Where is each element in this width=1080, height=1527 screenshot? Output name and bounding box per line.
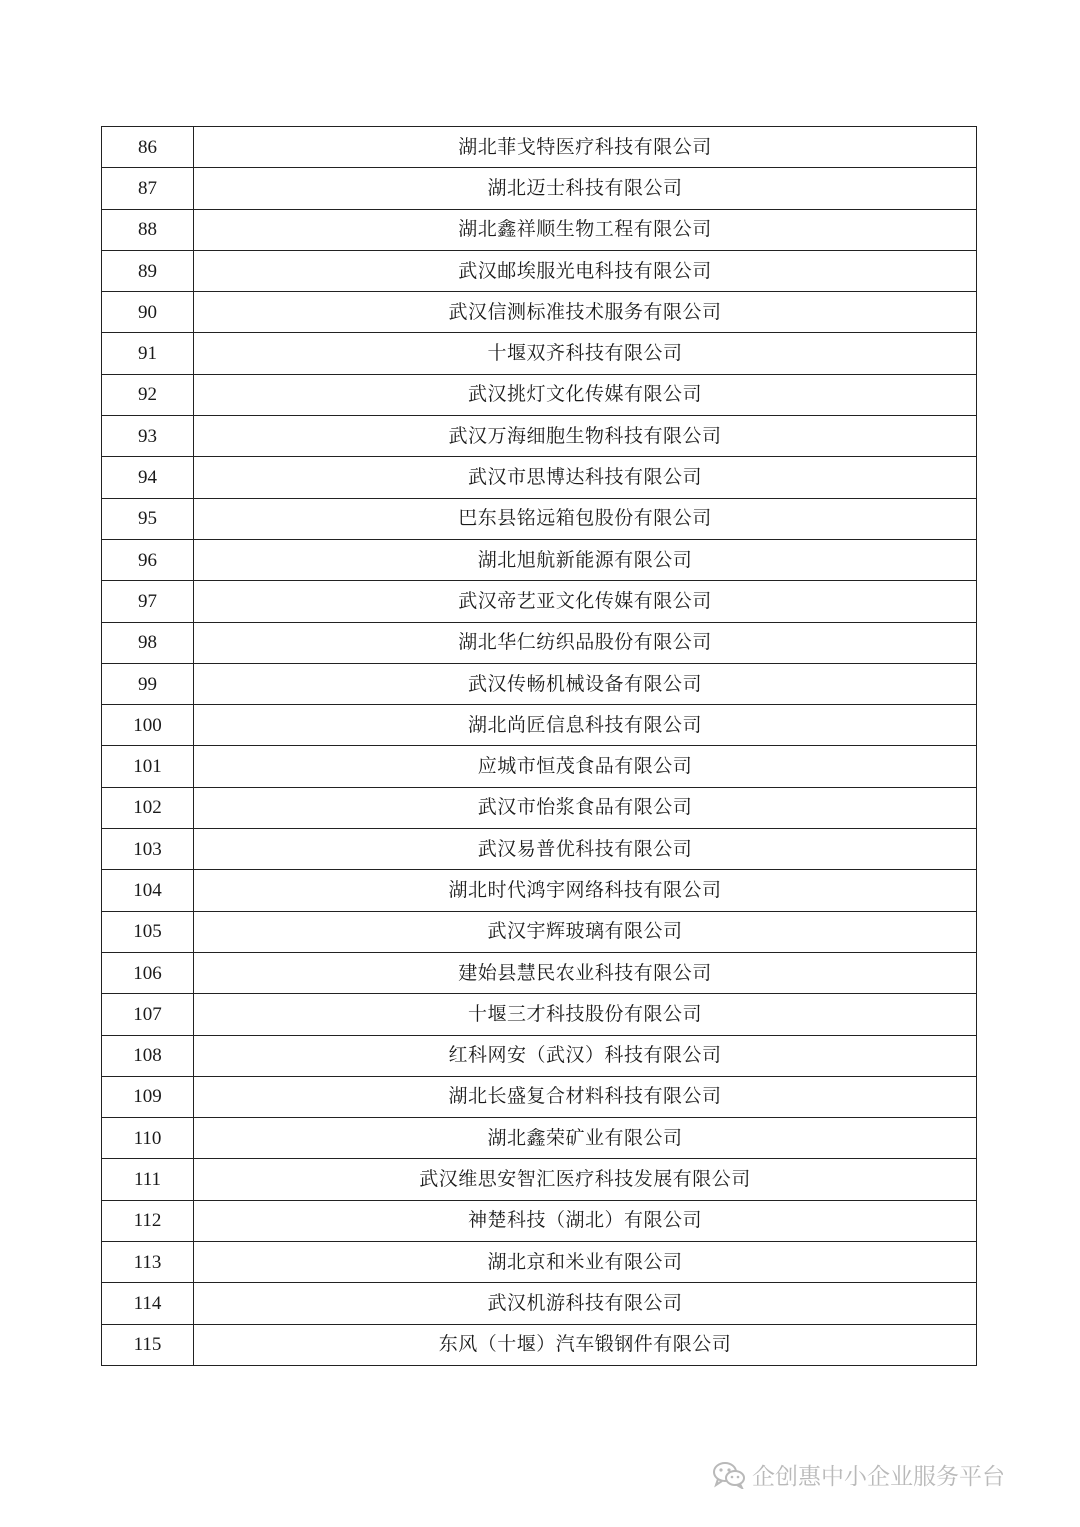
company-name: 湖北菲戈特医疗科技有限公司 — [194, 127, 977, 168]
company-name: 十堰双齐科技有限公司 — [194, 333, 977, 374]
table-row — [102, 250, 977, 291]
table-row — [102, 663, 977, 704]
company-name: 湖北旭航新能源有限公司 — [194, 539, 977, 580]
row-number: 112 — [102, 1200, 194, 1241]
table-row — [102, 374, 977, 415]
row-number: 88 — [102, 209, 194, 250]
company-name: 十堰三才科技股份有限公司 — [194, 994, 977, 1035]
row-number: 94 — [102, 457, 194, 498]
row-number: 110 — [102, 1118, 194, 1159]
table-row — [102, 1118, 977, 1159]
table-row — [102, 746, 977, 787]
table-row — [102, 1076, 977, 1117]
table-row — [102, 333, 977, 374]
company-name: 湖北鑫祥顺生物工程有限公司 — [194, 209, 977, 250]
table-row — [102, 457, 977, 498]
table-row — [102, 705, 977, 746]
row-number: 100 — [102, 705, 194, 746]
row-number: 108 — [102, 1035, 194, 1076]
company-name: 武汉传畅机械设备有限公司 — [194, 663, 977, 704]
table-row — [102, 127, 977, 168]
table-row — [102, 168, 977, 209]
company-name: 湖北鑫荣矿业有限公司 — [194, 1118, 977, 1159]
row-number: 98 — [102, 622, 194, 663]
company-name: 建始县慧民农业科技有限公司 — [194, 952, 977, 993]
company-name: 武汉市思博达科技有限公司 — [194, 457, 977, 498]
table-row — [102, 994, 977, 1035]
company-name: 湖北时代鸿宇网络科技有限公司 — [194, 870, 977, 911]
company-name: 红科网安（武汉）科技有限公司 — [194, 1035, 977, 1076]
table-row — [102, 952, 977, 993]
company-name: 武汉信测标准技术服务有限公司 — [194, 292, 977, 333]
company-name: 巴东县铭远箱包股份有限公司 — [194, 498, 977, 539]
table-row — [102, 911, 977, 952]
table-row — [102, 1035, 977, 1076]
row-number: 107 — [102, 994, 194, 1035]
company-name: 湖北迈士科技有限公司 — [194, 168, 977, 209]
company-name: 武汉机游科技有限公司 — [194, 1283, 977, 1324]
table-row — [102, 539, 977, 580]
row-number: 93 — [102, 416, 194, 457]
row-number: 90 — [102, 292, 194, 333]
table-row — [102, 870, 977, 911]
watermark-text: 企创惠中小企业服务平台 — [752, 1464, 1005, 1490]
row-number: 115 — [102, 1324, 194, 1365]
table-row — [102, 1159, 977, 1200]
company-name: 武汉帝艺亚文化传媒有限公司 — [194, 581, 977, 622]
table-row — [102, 292, 977, 333]
row-number: 97 — [102, 581, 194, 622]
wechat-icon — [712, 1461, 746, 1489]
company-name: 武汉邮埃服光电科技有限公司 — [194, 250, 977, 291]
row-number: 109 — [102, 1076, 194, 1117]
company-name: 武汉万海细胞生物科技有限公司 — [194, 416, 977, 457]
row-number: 95 — [102, 498, 194, 539]
company-name: 应城市恒茂食品有限公司 — [194, 746, 977, 787]
table-row — [102, 1200, 977, 1241]
row-number: 89 — [102, 250, 194, 291]
row-number: 99 — [102, 663, 194, 704]
company-list-sheet — [101, 126, 977, 1366]
company-name: 武汉维思安智汇医疗科技发展有限公司 — [194, 1159, 977, 1200]
row-number: 96 — [102, 539, 194, 580]
row-number: 106 — [102, 952, 194, 993]
table-row — [102, 416, 977, 457]
row-number: 104 — [102, 870, 194, 911]
company-table-body — [102, 127, 977, 1366]
company-name: 湖北华仁纺织品股份有限公司 — [194, 622, 977, 663]
watermark — [712, 1458, 1005, 1491]
table-row — [102, 787, 977, 828]
row-number: 103 — [102, 829, 194, 870]
row-number: 87 — [102, 168, 194, 209]
row-number: 86 — [102, 127, 194, 168]
table-row — [102, 1242, 977, 1283]
company-name: 神楚科技（湖北）有限公司 — [194, 1200, 977, 1241]
table-row — [102, 581, 977, 622]
row-number: 105 — [102, 911, 194, 952]
company-name: 武汉宇辉玻璃有限公司 — [194, 911, 977, 952]
table-row — [102, 829, 977, 870]
table-row — [102, 209, 977, 250]
table-row — [102, 622, 977, 663]
row-number: 113 — [102, 1242, 194, 1283]
company-name: 湖北京和米业有限公司 — [194, 1242, 977, 1283]
company-name: 武汉易普优科技有限公司 — [194, 829, 977, 870]
table-row — [102, 1283, 977, 1324]
company-name: 湖北尚匠信息科技有限公司 — [194, 705, 977, 746]
table-row — [102, 498, 977, 539]
company-name: 东风（十堰）汽车锻钢件有限公司 — [194, 1324, 977, 1365]
row-number: 101 — [102, 746, 194, 787]
row-number: 114 — [102, 1283, 194, 1324]
company-name: 湖北长盛复合材料科技有限公司 — [194, 1076, 977, 1117]
company-name: 武汉挑灯文化传媒有限公司 — [194, 374, 977, 415]
company-name: 武汉市怡浆食品有限公司 — [194, 787, 977, 828]
table-row — [102, 1324, 977, 1365]
row-number: 91 — [102, 333, 194, 374]
row-number: 111 — [102, 1159, 194, 1200]
company-table — [101, 126, 977, 1366]
row-number: 92 — [102, 374, 194, 415]
row-number: 102 — [102, 787, 194, 828]
